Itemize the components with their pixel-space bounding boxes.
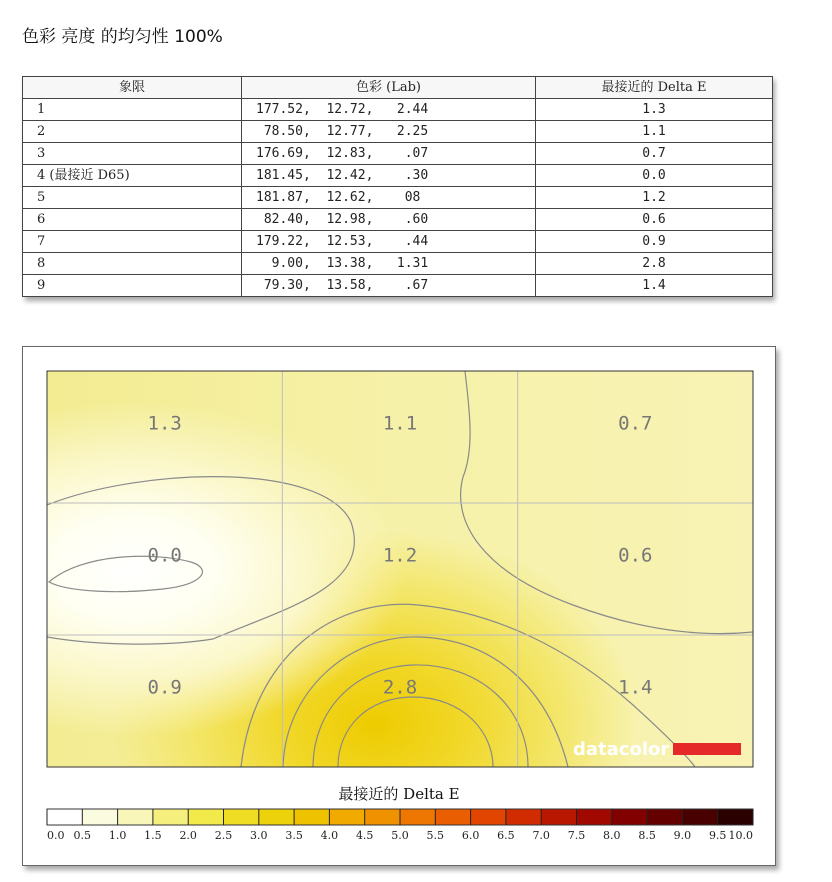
quadrant-cell: 7 [23, 231, 242, 253]
quadrant-cell: 9 [23, 275, 242, 297]
lab-value-cell: 79.30, 13.58, .67 [242, 275, 536, 297]
table-row [23, 121, 773, 143]
quadrant-cell: 1 [23, 99, 242, 121]
cell-value-label: 0.0 [147, 544, 182, 567]
legend-tick-label: 5.5 [426, 829, 445, 842]
cell-value-label: 1.1 [382, 412, 418, 435]
delta-e-cell: 0.9 [536, 231, 773, 253]
legend-color-swatch [647, 809, 683, 825]
column-header-quadrant: 象限 [23, 77, 242, 99]
cell-value-label: 0.9 [147, 676, 182, 699]
legend-tick-label: 7.5 [567, 829, 586, 842]
quadrant-cell: 4 (最接近 D65) [23, 165, 242, 187]
delta-e-cell: 2.8 [536, 253, 773, 275]
quadrant-table [22, 76, 773, 297]
table-row [23, 231, 773, 253]
quadrant-cell: 2 [23, 121, 242, 143]
delta-e-cell: 1.3 [536, 99, 773, 121]
legend-color-swatch [118, 809, 154, 825]
legend-color-swatch [153, 809, 189, 825]
legend-tick-label: 7.0 [532, 829, 550, 842]
table-row [23, 275, 773, 297]
legend-tick-label: 8.5 [638, 829, 656, 842]
delta-e-cell: 1.1 [536, 121, 773, 143]
legend-tick-label: 0.0 [47, 829, 65, 842]
table-row [23, 209, 773, 231]
legend-tick-label: 1.0 [108, 829, 127, 842]
lab-value-cell: 78.50, 12.77, 2.25 [242, 121, 536, 143]
delta-e-cell: 1.4 [536, 275, 773, 297]
delta-e-cell: 0.7 [536, 143, 773, 165]
legend-color-swatch [329, 809, 365, 825]
cell-value-label: 1.4 [618, 676, 653, 699]
legend-color-swatch [294, 809, 330, 825]
delta-e-cell: 0.6 [536, 209, 773, 231]
cell-value-label: 2.8 [382, 676, 418, 699]
table-row [23, 253, 773, 275]
legend-color-swatch [577, 809, 613, 825]
legend-color-swatch [541, 809, 577, 825]
uniformity-heatmap-svg [23, 347, 775, 865]
column-header-lab-color: 色彩 (Lab) [242, 77, 536, 99]
cell-value-label: 1.3 [147, 412, 182, 435]
legend-tick-label: 2.0 [179, 829, 197, 842]
legend-tick-label: 9.5 [708, 829, 727, 842]
legend-color-swatch [718, 809, 754, 825]
legend-tick-label: 1.5 [144, 829, 162, 842]
legend-tick-label: 3.0 [250, 829, 268, 842]
cell-value-label: 0.6 [618, 544, 653, 567]
legend-color-swatch [435, 809, 471, 825]
legend-tick-label: 6.0 [461, 829, 480, 842]
logo-text: datacolor [573, 739, 670, 760]
legend-tick-label: 8.0 [603, 829, 621, 842]
legend-color-swatch [188, 809, 224, 825]
lab-value-cell: 176.69, 12.83, .07 [242, 143, 536, 165]
table-header-row [23, 77, 773, 99]
legend-tick-label: 4.0 [320, 829, 339, 842]
color-scale-legend [47, 809, 754, 842]
legend-color-swatch [506, 809, 542, 825]
legend-color-swatch [259, 809, 295, 825]
legend-tick-label: 5.0 [391, 829, 409, 842]
lab-value-cell: 181.45, 12.42, .30 [242, 165, 536, 187]
legend-color-swatch [47, 809, 83, 825]
quadrant-cell: 5 [23, 187, 242, 209]
legend-tick-label: 0.5 [73, 829, 92, 842]
quadrant-cell: 6 [23, 209, 242, 231]
legend-tick-label: 10.0 [728, 829, 753, 842]
lab-value-cell: 181.87, 12.62, 08 [242, 187, 536, 209]
page-title: 色彩 亮度 的均匀性 100% [22, 27, 223, 47]
quadrant-cell: 8 [23, 253, 242, 275]
legend-tick-label: 9.0 [673, 829, 692, 842]
legend-color-swatch [612, 809, 648, 825]
legend-tick-label: 3.5 [285, 829, 303, 842]
table-row [23, 143, 773, 165]
column-header-delta-e: 最接近的 Delta E [536, 77, 773, 99]
lab-value-cell: 177.52, 12.72, 2.44 [242, 99, 536, 121]
table-row [23, 165, 773, 187]
table-row [23, 187, 773, 209]
lab-value-cell: 179.22, 12.53, .44 [242, 231, 536, 253]
legend-tick-label: 4.5 [355, 829, 374, 842]
legend-color-swatch [365, 809, 401, 825]
lab-value-cell: 9.00, 13.38, 1.31 [242, 253, 536, 275]
legend-color-swatch [224, 809, 260, 825]
quadrant-cell: 3 [23, 143, 242, 165]
delta-e-cell: 0.0 [536, 165, 773, 187]
cell-value-label: 0.7 [618, 412, 653, 435]
lab-value-cell: 82.40, 12.98, .60 [242, 209, 536, 231]
legend-color-swatch [82, 809, 118, 825]
uniformity-chart [22, 346, 776, 866]
delta-e-cell: 1.2 [536, 187, 773, 209]
legend-title: 最接近的 Delta E [338, 785, 460, 803]
cell-value-label: 1.2 [382, 544, 418, 567]
quadrant-table-container [22, 76, 772, 297]
table-row [23, 99, 773, 121]
legend-color-swatch [471, 809, 507, 825]
legend-tick-label: 2.5 [214, 829, 233, 842]
legend-tick-label: 6.5 [497, 829, 515, 842]
legend-color-swatch [400, 809, 436, 825]
logo-bar [673, 743, 741, 755]
legend-color-swatch [682, 809, 718, 825]
